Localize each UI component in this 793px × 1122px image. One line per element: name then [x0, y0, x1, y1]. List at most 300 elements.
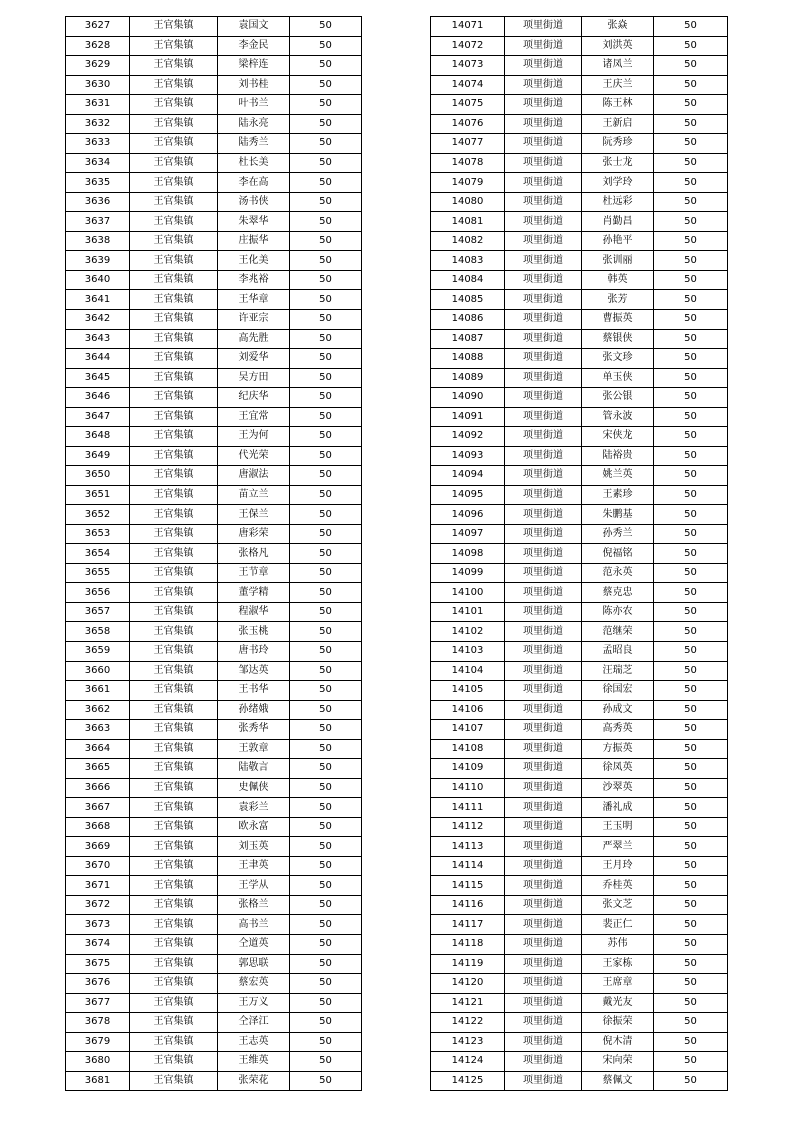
serial-number-cell: 14072: [431, 36, 505, 56]
name-cell: 乔桂英: [582, 876, 654, 896]
name-cell: 徐国宏: [582, 681, 654, 701]
left-table-row: [66, 974, 362, 994]
amount-cell: 50: [654, 134, 728, 154]
name-cell: 戴光友: [582, 993, 654, 1013]
right-table-row: [431, 95, 728, 115]
amount-cell: 50: [654, 368, 728, 388]
right-table-row: [431, 798, 728, 818]
amount-cell: 50: [654, 36, 728, 56]
left-table-row: [66, 1032, 362, 1052]
amount-cell: 50: [654, 934, 728, 954]
right-table-row: [431, 1032, 728, 1052]
right-roster-table: [430, 16, 728, 1091]
right-table-row: [431, 114, 728, 134]
name-cell: 王万义: [218, 993, 290, 1013]
serial-number-cell: 14119: [431, 954, 505, 974]
name-cell: 王书华: [218, 681, 290, 701]
left-table-row: [66, 427, 362, 447]
serial-number-cell: 3658: [66, 622, 130, 642]
township-cell: 项里街道: [505, 661, 582, 681]
amount-cell: 50: [290, 173, 362, 193]
amount-cell: 50: [290, 466, 362, 486]
amount-cell: 50: [654, 505, 728, 525]
serial-number-cell: 14093: [431, 446, 505, 466]
township-cell: 王官集镇: [130, 778, 218, 798]
township-cell: 项里街道: [505, 798, 582, 818]
name-cell: 汤书侠: [218, 192, 290, 212]
left-table-row: [66, 290, 362, 310]
amount-cell: 50: [290, 817, 362, 837]
serial-number-cell: 14103: [431, 642, 505, 662]
township-cell: 项里街道: [505, 895, 582, 915]
name-cell: 王华章: [218, 290, 290, 310]
name-cell: 陈王林: [582, 95, 654, 115]
left-table-row: [66, 622, 362, 642]
serial-number-cell: 14098: [431, 544, 505, 564]
township-cell: 王官集镇: [130, 622, 218, 642]
amount-cell: 50: [654, 329, 728, 349]
serial-number-cell: 3640: [66, 270, 130, 290]
amount-cell: 50: [290, 720, 362, 740]
serial-number-cell: 3657: [66, 602, 130, 622]
name-cell: 孙成文: [582, 700, 654, 720]
amount-cell: 50: [654, 700, 728, 720]
left-table-row: [66, 231, 362, 251]
left-table-row: [66, 95, 362, 115]
serial-number-cell: 3655: [66, 563, 130, 583]
name-cell: 陈亦农: [582, 602, 654, 622]
name-cell: 张文芝: [582, 895, 654, 915]
left-table-row: [66, 485, 362, 505]
township-cell: 王官集镇: [130, 837, 218, 857]
amount-cell: 50: [290, 993, 362, 1013]
name-cell: 王庆兰: [582, 75, 654, 95]
township-cell: 王官集镇: [130, 466, 218, 486]
serial-number-cell: 3668: [66, 817, 130, 837]
name-cell: 高先胜: [218, 329, 290, 349]
name-cell: 杜长美: [218, 153, 290, 173]
left-table-row: [66, 837, 362, 857]
left-table-row: [66, 309, 362, 329]
right-table-row: [431, 700, 728, 720]
amount-cell: 50: [654, 856, 728, 876]
amount-cell: 50: [290, 368, 362, 388]
name-cell: 范永英: [582, 563, 654, 583]
name-cell: 孙艳平: [582, 231, 654, 251]
name-cell: 刘玉英: [218, 837, 290, 857]
name-cell: 王素珍: [582, 485, 654, 505]
serial-number-cell: 3648: [66, 427, 130, 447]
amount-cell: 50: [654, 75, 728, 95]
name-cell: 严翠兰: [582, 837, 654, 857]
township-cell: 王官集镇: [130, 134, 218, 154]
amount-cell: 50: [654, 231, 728, 251]
serial-number-cell: 14088: [431, 349, 505, 369]
left-table-row: [66, 1052, 362, 1072]
serial-number-cell: 14124: [431, 1052, 505, 1072]
left-table-row: [66, 759, 362, 779]
amount-cell: 50: [290, 134, 362, 154]
name-cell: 仝道英: [218, 934, 290, 954]
serial-number-cell: 3642: [66, 309, 130, 329]
name-cell: 倪木清: [582, 1032, 654, 1052]
township-cell: 项里街道: [505, 368, 582, 388]
right-table-row: [431, 681, 728, 701]
right-table-row: [431, 895, 728, 915]
township-cell: 王官集镇: [130, 993, 218, 1013]
township-cell: 项里街道: [505, 622, 582, 642]
township-cell: 项里街道: [505, 602, 582, 622]
right-table-row: [431, 212, 728, 232]
name-cell: 袁国文: [218, 17, 290, 37]
serial-number-cell: 14114: [431, 856, 505, 876]
amount-cell: 50: [290, 544, 362, 564]
right-table-row: [431, 583, 728, 603]
right-table-row: [431, 329, 728, 349]
name-cell: 方振英: [582, 739, 654, 759]
amount-cell: 50: [654, 1071, 728, 1091]
serial-number-cell: 14116: [431, 895, 505, 915]
right-table-row: [431, 270, 728, 290]
left-table-row: [66, 700, 362, 720]
serial-number-cell: 14117: [431, 915, 505, 935]
amount-cell: 50: [290, 36, 362, 56]
amount-cell: 50: [654, 524, 728, 544]
left-table-row: [66, 798, 362, 818]
name-cell: 李兆裕: [218, 270, 290, 290]
amount-cell: 50: [654, 837, 728, 857]
name-cell: 陆永亮: [218, 114, 290, 134]
right-table-row: [431, 290, 728, 310]
township-cell: 项里街道: [505, 17, 582, 37]
amount-cell: 50: [290, 739, 362, 759]
township-cell: 王官集镇: [130, 75, 218, 95]
right-table-row: [431, 720, 728, 740]
right-table-row: [431, 1052, 728, 1072]
right-table-row: [431, 134, 728, 154]
name-cell: 仝泽江: [218, 1013, 290, 1033]
amount-cell: 50: [654, 427, 728, 447]
amount-cell: 50: [654, 602, 728, 622]
right-table-row: [431, 427, 728, 447]
serial-number-cell: 14082: [431, 231, 505, 251]
left-table-row: [66, 153, 362, 173]
right-table-row: [431, 759, 728, 779]
name-cell: 王玉明: [582, 817, 654, 837]
serial-number-cell: 14095: [431, 485, 505, 505]
left-table-row: [66, 446, 362, 466]
township-cell: 项里街道: [505, 876, 582, 896]
serial-number-cell: 3639: [66, 251, 130, 271]
serial-number-cell: 14097: [431, 524, 505, 544]
township-cell: 项里街道: [505, 173, 582, 193]
serial-number-cell: 14106: [431, 700, 505, 720]
amount-cell: 50: [654, 954, 728, 974]
name-cell: 纪庆华: [218, 388, 290, 408]
amount-cell: 50: [654, 544, 728, 564]
name-cell: 蔡克忠: [582, 583, 654, 603]
township-cell: 王官集镇: [130, 1032, 218, 1052]
township-cell: 项里街道: [505, 915, 582, 935]
name-cell: 李金民: [218, 36, 290, 56]
serial-number-cell: 14115: [431, 876, 505, 896]
amount-cell: 50: [290, 563, 362, 583]
amount-cell: 50: [654, 876, 728, 896]
name-cell: 王志英: [218, 1032, 290, 1052]
name-cell: 袁彩兰: [218, 798, 290, 818]
name-cell: 单玉侠: [582, 368, 654, 388]
serial-number-cell: 3634: [66, 153, 130, 173]
serial-number-cell: 14077: [431, 134, 505, 154]
right-table-row: [431, 876, 728, 896]
serial-number-cell: 14092: [431, 427, 505, 447]
township-cell: 王官集镇: [130, 329, 218, 349]
township-cell: 项里街道: [505, 1013, 582, 1033]
township-cell: 王官集镇: [130, 934, 218, 954]
township-cell: 王官集镇: [130, 661, 218, 681]
name-cell: 王维英: [218, 1052, 290, 1072]
township-cell: 王官集镇: [130, 114, 218, 134]
township-cell: 项里街道: [505, 934, 582, 954]
township-cell: 项里街道: [505, 290, 582, 310]
serial-number-cell: 3680: [66, 1052, 130, 1072]
left-table-row: [66, 270, 362, 290]
serial-number-cell: 3662: [66, 700, 130, 720]
name-cell: 诸凤兰: [582, 56, 654, 76]
right-table-row: [431, 349, 728, 369]
amount-cell: 50: [290, 114, 362, 134]
serial-number-cell: 14075: [431, 95, 505, 115]
township-cell: 项里街道: [505, 837, 582, 857]
name-cell: 苗立兰: [218, 485, 290, 505]
township-cell: 王官集镇: [130, 56, 218, 76]
right-table-row: [431, 251, 728, 271]
township-cell: 项里街道: [505, 114, 582, 134]
township-cell: 项里街道: [505, 329, 582, 349]
township-cell: 项里街道: [505, 1032, 582, 1052]
left-table-row: [66, 563, 362, 583]
serial-number-cell: 14122: [431, 1013, 505, 1033]
name-cell: 倪福铭: [582, 544, 654, 564]
left-table-row: [66, 173, 362, 193]
township-cell: 项里街道: [505, 778, 582, 798]
name-cell: 阮秀珍: [582, 134, 654, 154]
township-cell: 项里街道: [505, 700, 582, 720]
name-cell: 陆敬言: [218, 759, 290, 779]
township-cell: 项里街道: [505, 56, 582, 76]
serial-number-cell: 14076: [431, 114, 505, 134]
serial-number-cell: 3633: [66, 134, 130, 154]
left-table-row: [66, 407, 362, 427]
amount-cell: 50: [654, 349, 728, 369]
right-table-row: [431, 388, 728, 408]
serial-number-cell: 14108: [431, 739, 505, 759]
serial-number-cell: 14080: [431, 192, 505, 212]
serial-number-cell: 3651: [66, 485, 130, 505]
right-table-row: [431, 544, 728, 564]
left-table-row: [66, 954, 362, 974]
serial-number-cell: 3678: [66, 1013, 130, 1033]
amount-cell: 50: [654, 661, 728, 681]
amount-cell: 50: [290, 876, 362, 896]
serial-number-cell: 14086: [431, 309, 505, 329]
right-table-row: [431, 368, 728, 388]
name-cell: 范继荣: [582, 622, 654, 642]
serial-number-cell: 14118: [431, 934, 505, 954]
township-cell: 项里街道: [505, 817, 582, 837]
amount-cell: 50: [290, 1071, 362, 1091]
amount-cell: 50: [654, 270, 728, 290]
right-table-row: [431, 837, 728, 857]
township-cell: 王官集镇: [130, 563, 218, 583]
serial-number-cell: 3638: [66, 231, 130, 251]
serial-number-cell: 3661: [66, 681, 130, 701]
amount-cell: 50: [290, 778, 362, 798]
serial-number-cell: 14100: [431, 583, 505, 603]
serial-number-cell: 3672: [66, 895, 130, 915]
township-cell: 项里街道: [505, 739, 582, 759]
serial-number-cell: 14102: [431, 622, 505, 642]
township-cell: 王官集镇: [130, 349, 218, 369]
serial-number-cell: 3645: [66, 368, 130, 388]
serial-number-cell: 14084: [431, 270, 505, 290]
right-table-row: [431, 485, 728, 505]
left-table-row: [66, 388, 362, 408]
township-cell: 王官集镇: [130, 544, 218, 564]
serial-number-cell: 3654: [66, 544, 130, 564]
amount-cell: 50: [654, 251, 728, 271]
township-cell: 王官集镇: [130, 270, 218, 290]
serial-number-cell: 3665: [66, 759, 130, 779]
township-cell: 王官集镇: [130, 290, 218, 310]
township-cell: 王官集镇: [130, 192, 218, 212]
township-cell: 王官集镇: [130, 895, 218, 915]
name-cell: 王节章: [218, 563, 290, 583]
right-table-row: [431, 446, 728, 466]
right-table-row: [431, 309, 728, 329]
serial-number-cell: 3663: [66, 720, 130, 740]
amount-cell: 50: [654, 895, 728, 915]
name-cell: 王宜常: [218, 407, 290, 427]
right-table-row: [431, 602, 728, 622]
amount-cell: 50: [290, 270, 362, 290]
serial-number-cell: 3659: [66, 642, 130, 662]
serial-number-cell: 14104: [431, 661, 505, 681]
name-cell: 唐书玲: [218, 642, 290, 662]
serial-number-cell: 3660: [66, 661, 130, 681]
name-cell: 宋向荣: [582, 1052, 654, 1072]
township-cell: 项里街道: [505, 407, 582, 427]
amount-cell: 50: [290, 602, 362, 622]
left-table-row: [66, 75, 362, 95]
amount-cell: 50: [290, 251, 362, 271]
township-cell: 王官集镇: [130, 1052, 218, 1072]
amount-cell: 50: [654, 739, 728, 759]
serial-number-cell: 14120: [431, 974, 505, 994]
amount-cell: 50: [290, 485, 362, 505]
left-table-row: [66, 876, 362, 896]
name-cell: 叶书兰: [218, 95, 290, 115]
name-cell: 徐振荣: [582, 1013, 654, 1033]
right-table-row: [431, 192, 728, 212]
left-table-row: [66, 192, 362, 212]
left-table-row: [66, 1013, 362, 1033]
serial-number-cell: 14123: [431, 1032, 505, 1052]
right-table-row: [431, 993, 728, 1013]
serial-number-cell: 3641: [66, 290, 130, 310]
township-cell: 项里街道: [505, 759, 582, 779]
name-cell: 刘学玲: [582, 173, 654, 193]
township-cell: 王官集镇: [130, 602, 218, 622]
name-cell: 汪瑞芝: [582, 661, 654, 681]
left-table-row: [66, 466, 362, 486]
township-cell: 项里街道: [505, 642, 582, 662]
township-cell: 王官集镇: [130, 681, 218, 701]
serial-number-cell: 3627: [66, 17, 130, 37]
township-cell: 王官集镇: [130, 407, 218, 427]
serial-number-cell: 3636: [66, 192, 130, 212]
name-cell: 刘洪英: [582, 36, 654, 56]
amount-cell: 50: [290, 388, 362, 408]
amount-cell: 50: [654, 993, 728, 1013]
amount-cell: 50: [290, 1032, 362, 1052]
township-cell: 王官集镇: [130, 915, 218, 935]
right-table-row: [431, 974, 728, 994]
amount-cell: 50: [290, 856, 362, 876]
amount-cell: 50: [290, 329, 362, 349]
name-cell: 孙秀兰: [582, 524, 654, 544]
township-cell: 项里街道: [505, 309, 582, 329]
township-cell: 项里街道: [505, 681, 582, 701]
amount-cell: 50: [654, 798, 728, 818]
township-cell: 王官集镇: [130, 173, 218, 193]
amount-cell: 50: [654, 388, 728, 408]
right-table-row: [431, 856, 728, 876]
township-cell: 项里街道: [505, 388, 582, 408]
amount-cell: 50: [654, 309, 728, 329]
amount-cell: 50: [654, 56, 728, 76]
amount-cell: 50: [290, 56, 362, 76]
left-table-row: [66, 544, 362, 564]
township-cell: 项里街道: [505, 231, 582, 251]
amount-cell: 50: [290, 290, 362, 310]
right-table-row: [431, 622, 728, 642]
township-cell: 项里街道: [505, 563, 582, 583]
serial-number-cell: 14074: [431, 75, 505, 95]
name-cell: 梁梓连: [218, 56, 290, 76]
amount-cell: 50: [290, 75, 362, 95]
name-cell: 韩英: [582, 270, 654, 290]
serial-number-cell: 3676: [66, 974, 130, 994]
name-cell: 王保兰: [218, 505, 290, 525]
serial-number-cell: 14109: [431, 759, 505, 779]
left-table-row: [66, 1071, 362, 1091]
township-cell: 王官集镇: [130, 95, 218, 115]
amount-cell: 50: [654, 642, 728, 662]
township-cell: 项里街道: [505, 856, 582, 876]
township-cell: 王官集镇: [130, 876, 218, 896]
amount-cell: 50: [654, 1032, 728, 1052]
serial-number-cell: 3637: [66, 212, 130, 232]
amount-cell: 50: [654, 95, 728, 115]
right-table-row: [431, 661, 728, 681]
township-cell: 王官集镇: [130, 759, 218, 779]
amount-cell: 50: [654, 485, 728, 505]
name-cell: 蔡宏英: [218, 974, 290, 994]
township-cell: 王官集镇: [130, 36, 218, 56]
township-cell: 王官集镇: [130, 309, 218, 329]
township-cell: 王官集镇: [130, 17, 218, 37]
